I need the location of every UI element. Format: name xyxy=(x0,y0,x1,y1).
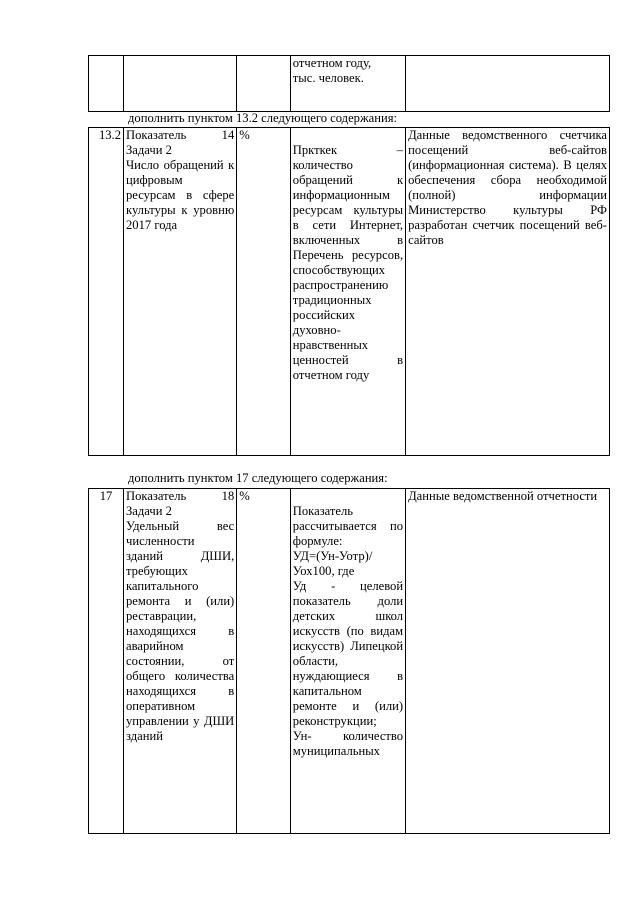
cell-num: 17 xyxy=(89,489,124,834)
table-row xyxy=(89,489,610,834)
table-row xyxy=(89,56,610,112)
cell-method: отчетном году, тыс. человек. xyxy=(290,56,405,112)
note-add-17: дополнить пунктом 17 следующего содержания: xyxy=(128,471,388,485)
cell-name: Показатель 18 Задачи 2 Удельный вес численности зданий ДШИ, требующих капитального ремонта и (или) реставрации, находящихся в аварийном состоянии, от общего количества находящихся в оперативном управлении у ДШИ зданий xyxy=(124,489,237,834)
cell-num xyxy=(89,56,124,112)
table-17 xyxy=(88,488,610,834)
cell-source: Данные ведомственной отчетности xyxy=(406,489,610,834)
cell-num: 13.2 xyxy=(89,128,124,456)
cell-name: Показатель 14 Задачи 2 Число обращений к цифровым ресурсам в сфере культуры к уровню 2017 года xyxy=(124,128,237,456)
cell-unit: % xyxy=(237,128,291,456)
table-continuation xyxy=(88,55,610,112)
cell-source xyxy=(406,56,610,112)
table-13-2 xyxy=(88,127,610,456)
cell-method: Пркткек – количество обращений к информационным ресурсам культуры в сети Интернет, включенных в Перечень ресурсов, способствующих распространению традиционных российских духовно-нравственных ценностей в отчетном году xyxy=(290,128,405,456)
cell-unit xyxy=(237,56,291,112)
note-add-13-2: дополнить пунктом 13.2 следующего содержания: xyxy=(128,111,398,125)
cell-method: Показатель рассчитывается по формуле: УД=(Ун-Уотр)/Уох100, где Уд - целевой показатель доли детских школ искусств (по видам искусств) Липецкой области, нуждающиеся в капитальном ремонте и (или) реконструкции; Ун- количество муниципальных xyxy=(290,489,405,834)
cell-source: Данные ведомственного счетчика посещений веб-сайтов (информационная система). В целях обеспечения сбора необходимой (полной) информации Министерство культуры РФ разработан счетчик посещений веб-сайтов xyxy=(406,128,610,456)
cell-unit: % xyxy=(237,489,291,834)
table-row xyxy=(89,128,610,456)
cell-name xyxy=(124,56,237,112)
